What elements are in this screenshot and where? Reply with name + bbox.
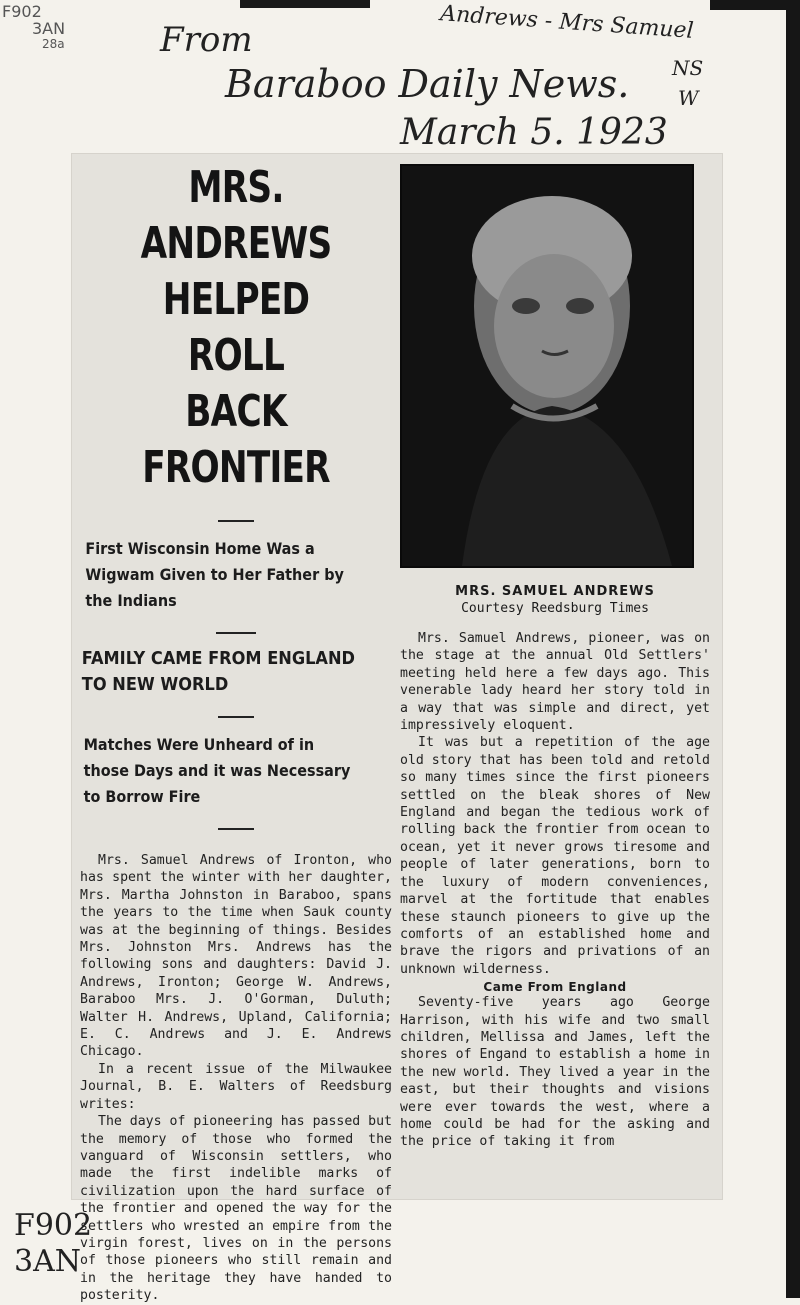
portrait-image <box>402 166 692 566</box>
divider <box>216 632 256 634</box>
handwritten-from: From <box>160 20 253 60</box>
scan-border <box>786 0 800 1298</box>
article-body-left: Mrs. Samuel Andrews of Ironton, who has spent the winter with her daughter, Mrs. Martha Johnston in Baraboo, spans the years to the time when Sauk county was at the beginning of things. Besides Mrs. Johnston Mrs. Andrews has the following sons and daughters: David J. Andrews, Ironton; George W. Andrews, Baraboo Mrs. J. O'Gorman, Duluth; Walter H. Andrews, Upland, California; E. C. Andrews and J. E. Andrews Chicago. In a recent issue of the Milwaukee Journal, B. E. Walters of Reedsburg writes: The days of pioneering has passed but the memory of those who formed the vanguard of Wisconsin settlers, who made the first indelible marks of civilization upon the hard surface of the frontier and opened the way for the settlers who wrested an empire from the virgin forest, lives on in the persons of those pioneers who still remain and in the heritage they have handed to posterity. <box>80 853 392 1304</box>
divider <box>218 716 254 718</box>
right-column <box>400 160 710 1151</box>
photo-caption-credit: Courtesy Reedsburg Times <box>461 601 649 616</box>
handwritten-bottom-code: F902 3AN <box>14 1208 93 1279</box>
divider <box>218 828 254 830</box>
handwritten-subject: Andrews - Mrs Samuel <box>439 1 695 44</box>
handwritten-date: March 5. 1923 <box>400 112 668 153</box>
archive-stamp: F902 3AN 28a <box>2 2 66 51</box>
margin-mark-w: W <box>678 86 699 110</box>
subhead-came-from-england: Came From England <box>483 980 627 995</box>
divider <box>218 520 254 522</box>
scan-border-top <box>710 0 800 10</box>
handwritten-source: Baraboo Daily News. <box>225 62 630 106</box>
left-column <box>80 160 392 1305</box>
subhead-third: Matches Were Unheard of in those Days and it was Necessary to Borrow Fire <box>83 735 351 806</box>
headline: MRS. ANDREWS HELPED ROLL BACK FRONTIER <box>140 162 332 493</box>
article-body-right: Mrs. Samuel Andrews, pioneer, was on the stage at the annual Old Settlers' meeting held here a few days ago. This venerable lady heard her story told in a way that was simple and direct, yet impressively eloquent. It was but a repetition of the age old story that has been told and retold so many times since the first pioneers settled on the bleak shores of New England and began the tedious work of rolling back the frontier from ocean to ocean, yet it never grows tiresome and people of later generations, born to the luxury of modern conveniences, marvel at the fortitude that enables these staunch pioneers to give up the comforts of an established home and brave the rigors and privations of an unknown wilderness. Came From England Seventy-five years ago George Harrison, with his wife and two small children, Mellissa and James, left the shores of Engand to establish a home in the new world. They lived a year in the east, but their thoughts and visions were ever towards the west, where a home could be had for the asking and the price of taking it from <box>400 631 710 1150</box>
margin-mark-ns: NS <box>672 56 704 80</box>
portrait-photo <box>400 164 694 568</box>
photo-caption-name: MRS. SAMUEL ANDREWS <box>455 584 655 599</box>
subhead-second: FAMILY CAME FROM ENGLAND TO NEW WORLD <box>81 648 355 695</box>
subhead-first: First Wisconsin Home Was a Wigwam Given to Her Father by the Indians <box>85 539 344 610</box>
scan-border-corner <box>240 0 370 8</box>
